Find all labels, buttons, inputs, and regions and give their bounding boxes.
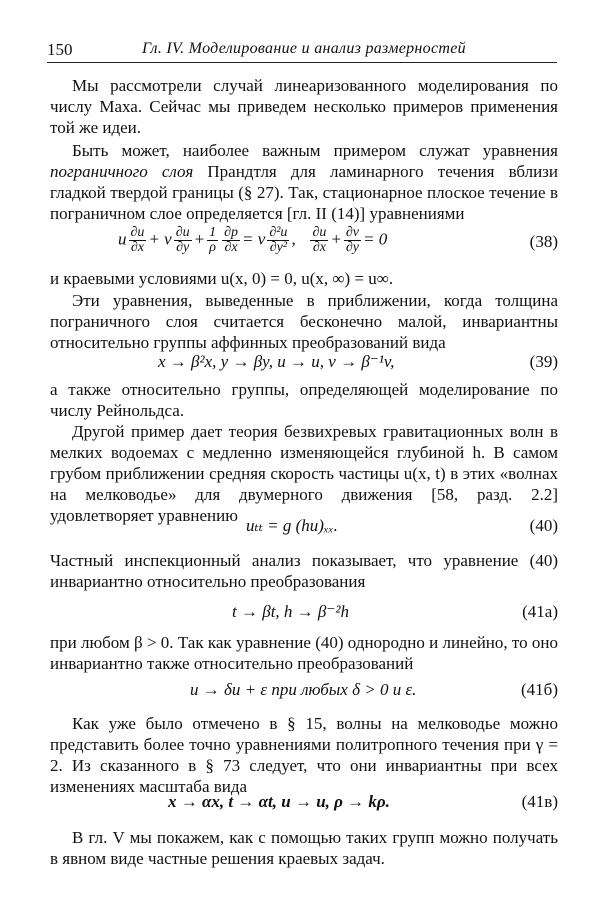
equation-41b-label: (41б) [521, 680, 558, 699]
equation-38: u $\frac{\partial u}{\partial x}$ + v $\frac{\partial u}{\partial y}$ + $\frac{1}{\rho}$ $\frac{\partial p}{\partial x}$ = ν $\frac{\text{∂²u}}{\text{∂y²}}$ , $\frac{\partial u}{\partial x}$ + $\frac{\partial v}{\partial y}$ = 0 (38) [118, 225, 558, 255]
paragraph-4: Эти уравнения, выведенные в приближении, когда толщина пограничного слоя считается бесконечно малой, инвариантны относительно группы аффинных преобразований вида [50, 291, 558, 352]
equation-40-formula: uₜₜ = g (hu)ₓₓ. [246, 516, 338, 535]
equation-39-formula: x → β²x, y → βy, u → u, v → β⁻¹v, [158, 352, 395, 371]
paragraph-3: и краевыми условиями u(x, 0) = 0, u(x, ∞) = u∞. [50, 269, 394, 288]
page-number: 150 [47, 40, 73, 59]
paragraph-2: Быть может, наиболее важным примером служат уравнения пограничного слоя Прандтля для ламинарного течения вблизи гладкой твердой границы (§ 27). Так, стационарное плоское течение в пограничном слое определяется [гл. II (14)] уравнениями [50, 141, 558, 223]
paragraph-8: при любом β > 0. Так как уравнение (40) однородно и линейно, то оно инвариантно также относительно преобразований [50, 633, 558, 673]
paragraph-10: В гл. V мы покажем, как с помощью таких групп можно получать в явном виде частные решения краевых задач. [50, 828, 558, 868]
equation-40-label: (40) [529, 516, 558, 535]
equation-41a-formula: t → βt, h → β⁻²h [232, 602, 349, 621]
paragraph-7: Частный инспекционный анализ показывает, что уравнение (40) инвариантно относительно преобразования [50, 551, 558, 591]
equation-38-label: (38) [529, 232, 558, 251]
equation-41c-formula: x → αx, t → αt, u → u, ρ → kρ. [168, 792, 390, 811]
equation-39-label: (39) [529, 352, 558, 371]
equation-41a [50, 602, 558, 628]
equation-41b [50, 680, 558, 706]
equation-41b-formula: u → δu + ε при любых δ > 0 и ε. [190, 680, 417, 699]
header-rule [47, 62, 557, 63]
equation-40 [50, 516, 558, 542]
page-header [47, 40, 557, 62]
paragraph-1: Мы рассмотрели случай линеаризованного моделирования по числу Маха. Сейчас мы приведем несколько примеров применения той же идеи. [50, 76, 558, 137]
equation-41a-label: (41а) [522, 602, 558, 621]
equation-41c-label: (41в) [521, 792, 558, 811]
equation-41c [50, 792, 558, 818]
paragraph-5: а также относительно группы, определяющей моделирование по числу Рейнольдса. [50, 380, 558, 420]
paragraph-6: Другой пример дает теория безвихревых гравитационных волн в мелких водоемах с медленно изменяющейся глубиной h. В самом грубом приближении средняя скорость частицы u(x, t) в этих «волнах на мелководье» для двумерного движения [58, разд. 2.2] удовлетворяет уравнению [50, 422, 558, 525]
boundary-layer-term: пограничного слоя [50, 162, 194, 181]
equation-39 [50, 352, 558, 378]
paragraph-9: Как уже было отмечено в § 15, волны на мелководье можно представить более точно уравнениями политропного течения при γ = 2. Из сказанного в § 73 следует, что они инвариантны при всех изменениях масштаба вида [50, 714, 558, 796]
running-head: Гл. IV. Моделирование и анализ размерностей [142, 40, 466, 57]
